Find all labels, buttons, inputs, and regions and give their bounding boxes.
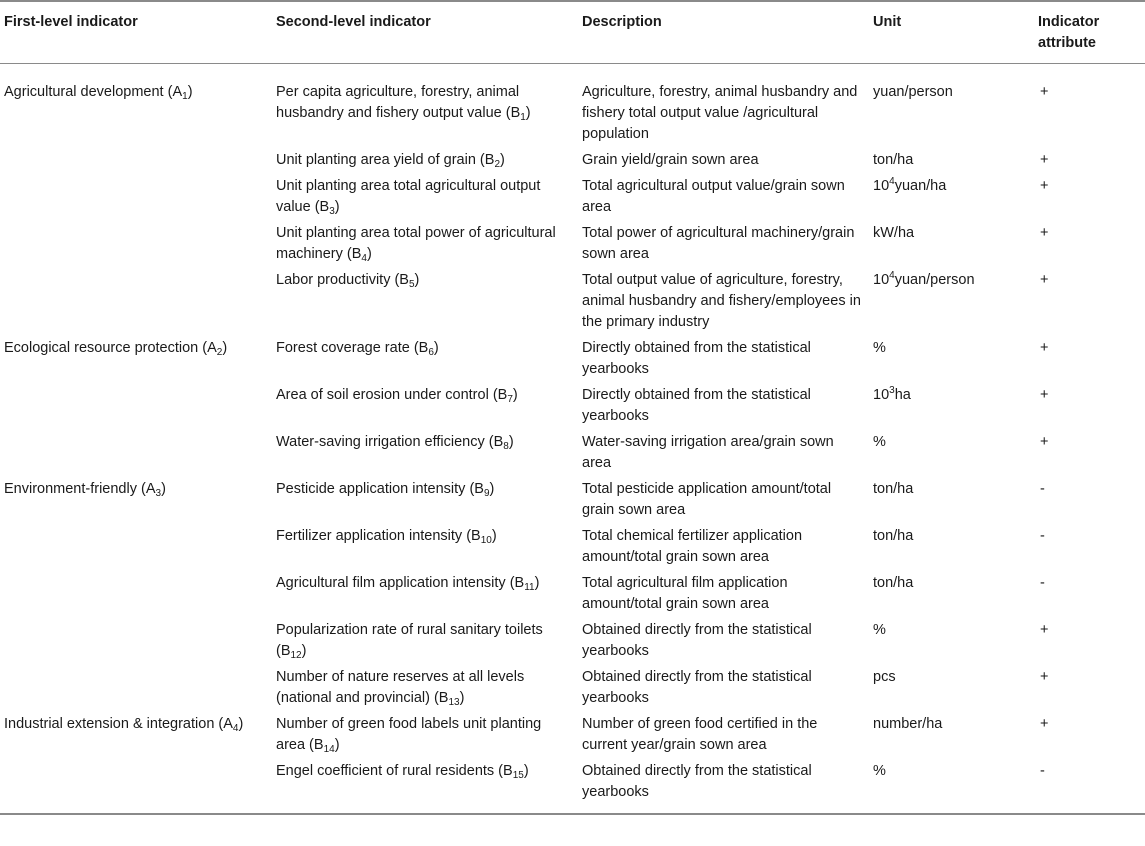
second-level-subscript: 2	[494, 159, 500, 170]
attribute-cell: +	[1040, 669, 1049, 685]
unit-text: %	[873, 434, 886, 450]
description-cell: Obtained directly from the statistical yearbooks	[582, 669, 812, 706]
unit-text: %	[873, 763, 886, 779]
unit-suffix: yuan/ha	[894, 178, 947, 194]
unit-text: 10	[873, 387, 890, 403]
description-cell: Grain yield/grain sown area	[582, 152, 759, 168]
second-level-text: Popularization rate of rural sanitary toilets (B	[276, 622, 543, 659]
first-level-text: Ecological resource protection (A	[4, 340, 217, 356]
description-cell: Directly obtained from the statistical yearbooks	[582, 387, 811, 424]
description-cell: Total power of agricultural machinery/grain sown area	[582, 225, 855, 262]
second-level-suffix: )	[534, 575, 540, 591]
first-level-subscript: 2	[216, 347, 223, 358]
second-level-suffix: )	[334, 737, 340, 753]
second-level-text: Unit planting area yield of grain (B	[276, 152, 495, 168]
unit-superscript: 3	[889, 385, 895, 396]
second-level-cell	[272, 712, 578, 759]
second-level-cell	[272, 148, 578, 174]
unit-suffix: yuan/person	[894, 272, 975, 288]
second-level-subscript: 7	[507, 394, 513, 405]
unit-cell	[869, 174, 1034, 221]
unit-suffix: ha	[894, 387, 911, 403]
first-level-suffix: )	[238, 716, 244, 732]
second-level-cell	[272, 759, 578, 814]
attribute-cell: +	[1040, 178, 1049, 194]
first-level-cell	[0, 665, 272, 712]
description-cell: Water-saving irrigation area/grain sown area	[582, 434, 834, 471]
unit-superscript: 4	[889, 176, 895, 187]
second-level-cell	[272, 430, 578, 477]
second-level-subscript: 1	[520, 112, 526, 123]
description-cell: Directly obtained from the statistical yearbooks	[582, 340, 811, 377]
unit-cell	[869, 524, 1034, 571]
second-level-subscript: 14	[323, 744, 335, 755]
table-row	[0, 336, 1145, 383]
second-level-suffix: )	[512, 387, 518, 403]
second-level-subscript: 5	[408, 279, 415, 290]
unit-cell	[869, 571, 1034, 618]
description-cell: Total pesticide application amount/total grain sown area	[582, 481, 832, 518]
second-level-cell	[272, 336, 578, 383]
attribute-cell: -	[1040, 528, 1045, 544]
unit-cell	[869, 477, 1034, 524]
attribute-cell: +	[1040, 152, 1049, 168]
header-attribute: Indicator attribute	[1038, 14, 1100, 51]
unit-text: ton/ha	[873, 481, 914, 497]
table-row	[0, 268, 1145, 336]
description-cell: Total agricultural output value/grain sown area	[582, 178, 845, 215]
attribute-cell: -	[1040, 763, 1045, 779]
second-level-cell	[272, 665, 578, 712]
second-level-subscript: 10	[480, 535, 492, 546]
first-level-cell	[0, 430, 272, 477]
second-level-subscript: 9	[483, 488, 490, 499]
first-level-cell	[0, 336, 272, 383]
attribute-cell: +	[1040, 340, 1049, 356]
second-level-subscript: 4	[361, 253, 367, 264]
first-level-cell	[0, 759, 272, 814]
description-cell: Obtained directly from the statistical yearbooks	[582, 622, 812, 659]
second-level-text: Pesticide application intensity (B	[276, 481, 484, 497]
attribute-cell: +	[1040, 434, 1049, 450]
header-description: Description	[582, 14, 662, 30]
unit-text: yuan/person	[873, 84, 953, 100]
unit-text: ton/ha	[873, 152, 914, 168]
description-cell: Total output value of agriculture, forestry, animal husbandry and fishery/employees in the primary industry	[582, 272, 861, 330]
unit-text: 10	[873, 178, 890, 194]
header-first-level: First-level indicator	[4, 14, 138, 30]
header-unit: Unit	[873, 14, 902, 30]
second-level-suffix: )	[459, 690, 465, 706]
second-level-text: Number of green food labels unit planting area (B	[276, 716, 542, 753]
second-level-text: Unit planting area total agricultural output value (B	[276, 178, 541, 215]
second-level-subscript: 8	[503, 441, 509, 452]
unit-superscript: 4	[889, 270, 895, 281]
description-cell: Obtained directly from the statistical yearbooks	[582, 763, 812, 800]
unit-cell	[869, 268, 1034, 336]
second-level-suffix: )	[491, 528, 497, 544]
second-level-cell	[272, 221, 578, 268]
first-level-suffix: )	[161, 481, 166, 497]
unit-cell	[869, 221, 1034, 268]
second-level-cell	[272, 524, 578, 571]
first-level-cell	[0, 148, 272, 174]
table-row	[0, 618, 1145, 665]
second-level-text: Per capita agriculture, forestry, animal husbandry and fishery output value (B	[276, 84, 521, 121]
table-row	[0, 524, 1145, 571]
first-level-text: Industrial extension & integration (A	[4, 716, 233, 732]
table-row	[0, 665, 1145, 712]
table-row	[0, 477, 1145, 524]
table-row	[0, 64, 1145, 149]
unit-cell	[869, 712, 1034, 759]
first-level-text: Environment-friendly (A	[4, 481, 156, 497]
second-level-cell	[272, 268, 578, 336]
second-level-suffix: )	[523, 763, 529, 779]
unit-cell	[869, 430, 1034, 477]
second-level-suffix: )	[334, 199, 340, 215]
second-level-cell	[272, 571, 578, 618]
attribute-cell: +	[1040, 716, 1049, 732]
header-second-level: Second-level indicator	[276, 14, 431, 30]
first-level-cell	[0, 268, 272, 336]
first-level-cell	[0, 571, 272, 618]
second-level-suffix: )	[500, 152, 505, 168]
unit-text: pcs	[873, 669, 896, 685]
second-level-subscript: 11	[524, 582, 535, 593]
unit-cell	[869, 64, 1034, 149]
first-level-text: Agricultural development (A	[4, 84, 183, 100]
second-level-cell	[272, 174, 578, 221]
second-level-text: Forest coverage rate (B	[276, 340, 429, 356]
second-level-suffix: )	[433, 340, 439, 356]
second-level-text: Unit planting area total power of agricultural machinery (B	[276, 225, 556, 262]
unit-text: 10	[873, 272, 890, 288]
unit-text: number/ha	[873, 716, 943, 732]
second-level-text: Area of soil erosion under control (B	[276, 387, 508, 403]
second-level-text: Agricultural film application intensity (B	[276, 575, 525, 591]
second-level-text: Engel coefficient of rural residents (B	[276, 763, 513, 779]
second-level-subscript: 15	[512, 770, 524, 781]
second-level-cell	[272, 64, 578, 149]
attribute-cell: +	[1040, 622, 1049, 638]
second-level-subscript: 12	[290, 650, 302, 661]
first-level-cell	[0, 383, 272, 430]
unit-cell	[869, 148, 1034, 174]
second-level-text: Labor productivity (B	[276, 272, 409, 288]
unit-cell	[869, 336, 1034, 383]
second-level-suffix: )	[508, 434, 514, 450]
second-level-suffix: )	[489, 481, 495, 497]
second-level-subscript: 6	[428, 347, 434, 358]
second-level-subscript: 13	[448, 697, 460, 708]
attribute-cell: -	[1040, 575, 1045, 591]
unit-text: ton/ha	[873, 575, 914, 591]
second-level-text: Water-saving irrigation efficiency (B	[276, 434, 504, 450]
second-level-suffix: )	[525, 105, 531, 121]
second-level-subscript: 3	[329, 206, 335, 217]
attribute-cell: +	[1040, 387, 1049, 403]
first-level-cell	[0, 712, 272, 759]
second-level-suffix: )	[366, 246, 372, 262]
second-level-suffix: )	[301, 643, 307, 659]
first-level-subscript: 1	[182, 91, 188, 102]
table-row	[0, 430, 1145, 477]
attribute-cell: -	[1040, 481, 1045, 497]
attribute-cell: +	[1040, 272, 1049, 288]
header-row	[0, 1, 1145, 64]
unit-text: ton/ha	[873, 528, 914, 544]
attribute-cell: +	[1040, 84, 1049, 100]
first-level-suffix: )	[187, 84, 193, 100]
first-level-subscript: 4	[232, 723, 239, 734]
attribute-cell: +	[1040, 225, 1049, 241]
first-level-subscript: 3	[155, 488, 162, 499]
first-level-cell	[0, 618, 272, 665]
unit-cell	[869, 618, 1034, 665]
table-row	[0, 148, 1145, 174]
second-level-text: Fertilizer application intensity (B	[276, 528, 481, 544]
first-level-cell	[0, 477, 272, 524]
table-row	[0, 174, 1145, 221]
second-level-text: Number of nature reserves at all levels (national and provincial) (B	[276, 669, 525, 706]
first-level-cell	[0, 524, 272, 571]
second-level-cell	[272, 477, 578, 524]
table-body	[0, 64, 1145, 815]
first-level-cell	[0, 64, 272, 149]
unit-text: %	[873, 622, 886, 638]
unit-cell	[869, 759, 1034, 814]
second-level-cell	[272, 383, 578, 430]
second-level-cell	[272, 618, 578, 665]
description-cell: Agriculture, forestry, animal husbandry and fishery total output value /agricultural population	[582, 84, 858, 142]
unit-text: kW/ha	[873, 225, 915, 241]
description-cell: Total chemical fertilizer application amount/total grain sown area	[582, 528, 803, 565]
first-level-cell	[0, 221, 272, 268]
second-level-suffix: )	[414, 272, 420, 288]
first-level-cell	[0, 174, 272, 221]
unit-cell	[869, 383, 1034, 430]
table-row	[0, 221, 1145, 268]
unit-cell	[869, 665, 1034, 712]
table-row	[0, 383, 1145, 430]
table-row	[0, 571, 1145, 618]
first-level-suffix: )	[222, 340, 228, 356]
description-cell: Number of green food certified in the current year/grain sown area	[582, 716, 818, 753]
unit-text: %	[873, 340, 886, 356]
table-header	[0, 1, 1145, 64]
description-cell: Total agricultural film application amount/total grain sown area	[582, 575, 788, 612]
table-row	[0, 759, 1145, 814]
table-row	[0, 712, 1145, 759]
